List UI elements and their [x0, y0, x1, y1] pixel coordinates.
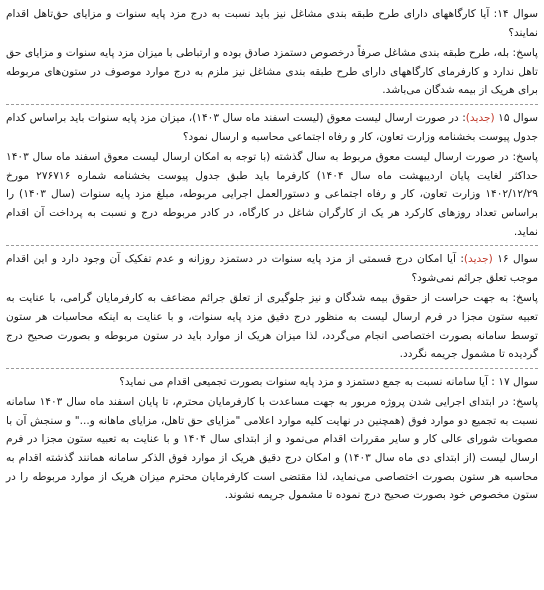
question-number: سوال ۱۶	[492, 253, 538, 266]
question-14: سوال ۱۴: آیا کارگاههای دارای طرح طبقه بندی مشاغل نیز باید نسبت به درج مزد پایه سنوات و مزایای حق‌تاهل اقدام نمایند؟	[6, 8, 539, 39]
new-badge: (جدید)	[463, 253, 493, 266]
question-text: : آیا سامانه نسبت به جمع دستمزد و مزد پایه سنوات بصورت تجمیعی اقدام می نماید؟	[119, 375, 495, 388]
new-badge: (جدید)	[465, 111, 495, 124]
divider	[6, 368, 538, 369]
question-text: : در صورت ارسال لیست معوق (لیست اسفند ماه سال ۱۴۰۳)، میزان مزد پایه سنوات باید براساس کدام جدول پیوست بخشنامه وزارت تعاون، کار و رفاه اجتماعی محاسبه و ارسال نمود؟	[6, 111, 538, 143]
divider	[6, 245, 538, 246]
question-number: سوال ۱۷	[494, 375, 538, 388]
divider	[6, 104, 538, 105]
question-number: سوال ۱۵	[494, 111, 538, 124]
answer-17: پاسخ: در ابتدای اجرایی شدن پروژه مربور به جهت مساعدت با کارفرمایان محترم، تا پایان اسفند ماه سال ۱۴۰۳ سامانه نسبت به تجمیع دو موارد فوق (همچنین در نهایت کلیه موارد اعلامی "مزایای حق تاهل، مزایای ماهانه و..." و سنجش آن با مصوبات شورای عالی کار و سایر مقررات اقدام می‌نمود و از ابتدای سال ۱۴۰۴ و با عنایت به تعبیه ستون مجزا در فرم ارسال لیست (از ابتدای دی ماه سال ۱۴۰۳) و امکان درج دقیق هریک از موارد فوق الذکر سامانه همانند گذشته اقدام به محاسبه هر ستون بصورت اختصاصی می‌نماید، لذا مقتضی است کارفرمایان محترم میزان هریک از موارد مربوطه را در ستون مخصوص خود بصورت صحیح درج نموده تا مشمول جریمه نشوند.	[6, 396, 539, 502]
question-text: : آیا امکان درج قسمتی از مزد پایه سنوات در دستمزد روزانه و عدم تفکیک آن وجود دارد و این اقدام موجب تعلق جرائم نمی‌شود؟	[6, 253, 538, 284]
answer-16: پاسخ: به جهت حراست از حقوق بیمه شدگان و نیز جلوگیری از تعلق جرائم مضاعف به کارفرمایان گرامی، با عنایت به تعبیه ستون مجزا در فرم ارسال لیست به منظور درج دقیق مزد پایه سنوات، و با عنایت به اینکه محاسبات هر ستون توسط سامانه بصورت اختصاصی انجام می‌گردد، لذا میزان هریک از موارد باید در ستون مربوطه و بصورت صحیح درج گردیده تا مشمول جریمه نگردد.	[6, 292, 538, 361]
question-17	[6, 373, 538, 392]
answer-15: پاسخ: در صورت ارسال لیست معوق مربوط به سال گذشته (با توجه به امکان ارسال لیست معوق اسفند ماه سال ۱۴۰۳ حداکثر لغایت پایان اردیبهشت ماه سال ۱۴۰۴) کارفرما باید طبق جدول پیوست بخشنامه شماره ۲۷۶۷۱۶ مورخ ۱۴۰۲/۱۲/۲۹ وزارت تعاون، کار و رفاه اجتماعی و دستورالعمل اجرایی مربوطه، مبلغ مزد پایه سنوات (سال ۱۴۰۳) را براساس تعداد روزهای کارکرد هر یک از کارگران شاغل در کارگاه، در کادر مربوطه درج و نسبت به پرداخت آن اقدام نماید.	[6, 151, 539, 238]
answer-14: پاسخ: بله، طرح طبقه بندی مشاغل صرفاً درخصوص دستمزد صادق بوده و ارتباطی با میزان مزد پایه سنوات و مزایای حق تاهل ندارد و کارفرمای کارگاههای دارای طرح طبقه بندی مشاغل نیز ملزم به درج موارد موصوف در ستون‌های مربوطه برای هریک از بیمه شدگان می‌باشد.	[6, 47, 538, 97]
question-15	[6, 109, 538, 146]
question-16	[6, 250, 538, 287]
